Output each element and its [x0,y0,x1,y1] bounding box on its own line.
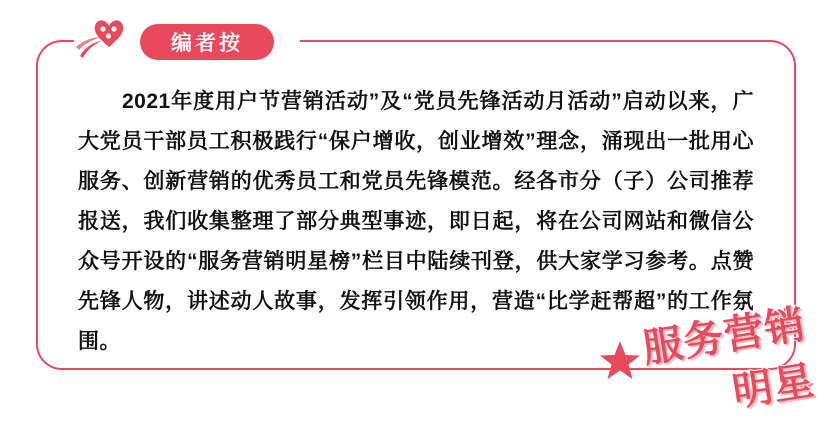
editor-note-badge: 编者按 [140,24,274,60]
stamp-text-line2: 明星 [729,358,818,415]
editor-note-body: 2021年度用户节营销活动”及“党员先锋活动月活动”启动以来，广大党员干部员工积极践行“保户增收，创业增效”理念，涌现出一批用心服务、创新营销的优秀员工和党员先锋模范。经各市分（子）公司推荐报送，我们收集整理了部分典型事迹，即日起，将在公司网站和微信公众号开设的“服务营销明星榜”栏目中陆续刊登，供大家学习参考。点赞先锋人物，讲述动人故事，发挥引领作用，营造“比学赶帮超”的工作氛围。 [78,90,754,353]
stamp-text-line1: 服务营销 [639,302,809,372]
heart-flourish-icon [76,16,138,64]
